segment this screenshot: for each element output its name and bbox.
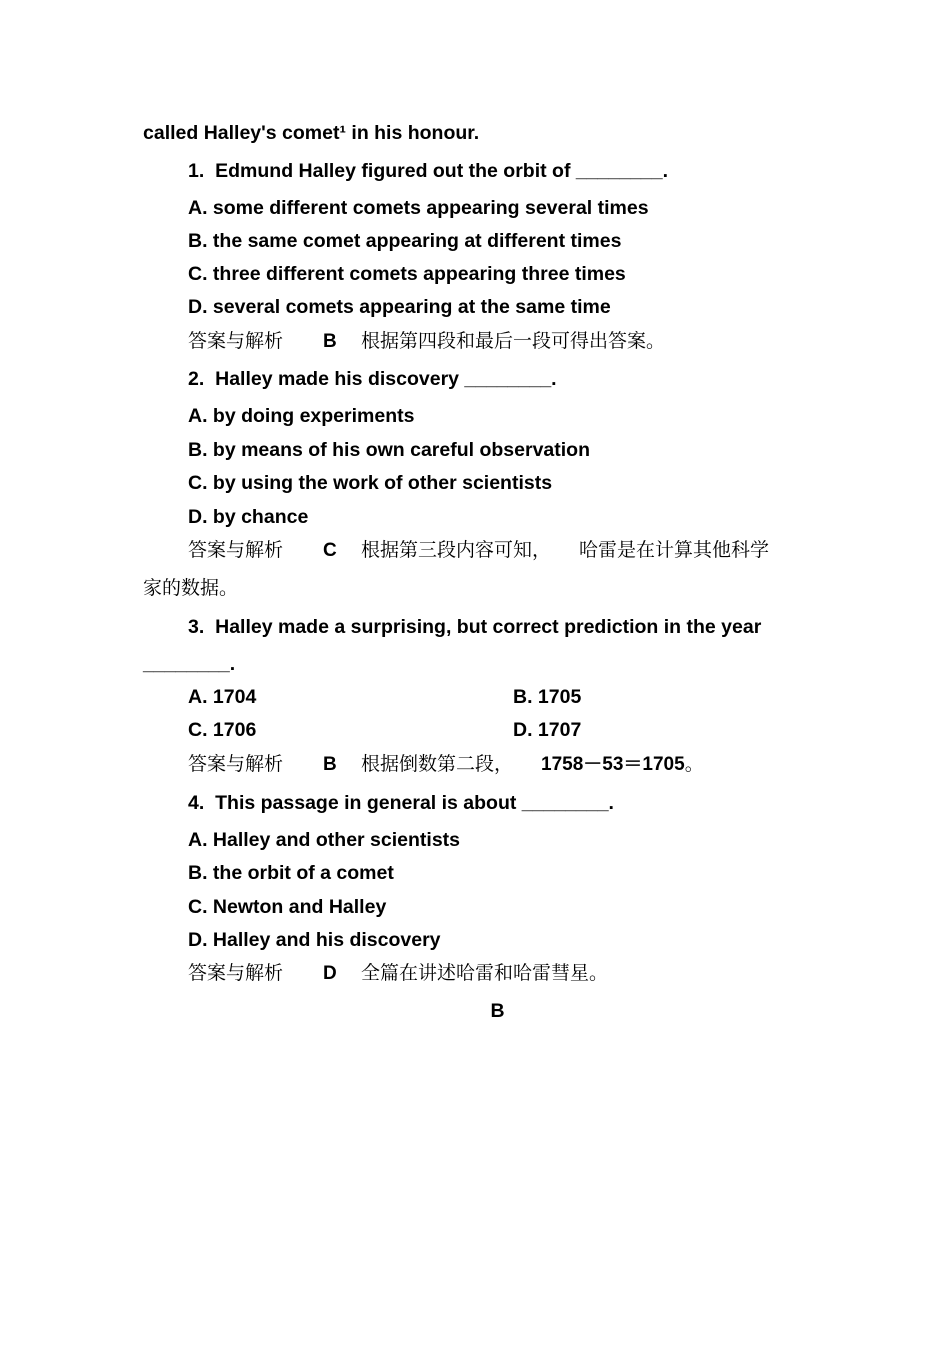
q4-option-a: A. Halley and other scientists	[188, 829, 461, 851]
q2-answer-cont: 家的数据。	[143, 577, 239, 599]
question-4-stem: 4. This passage in general is about ________.	[188, 792, 614, 814]
question-number: 2	[188, 368, 199, 390]
question-stem: This passage in general is about ________.	[215, 792, 614, 814]
answer-key: C	[323, 540, 337, 561]
q1-option-d: D. several comets appearing at the same time	[188, 296, 611, 318]
q1-option-b: B. the same comet appearing at different times	[188, 230, 622, 252]
q3-option-d: D. 1707	[513, 719, 582, 741]
q2-answer	[188, 541, 769, 560]
q4-option-c: C. Newton and Halley	[188, 896, 387, 918]
answer-tag: 答案与解析	[188, 962, 284, 984]
answer-explanation: 根据倒数第二段，	[361, 753, 514, 775]
question-stem: Edmund Halley figured out the orbit of ________.	[215, 160, 669, 182]
q1-option-c: C. three different comets appearing three times	[188, 263, 626, 285]
answer-tag: 答案与解析	[188, 539, 284, 561]
answer-key: B	[323, 331, 337, 352]
q1-answer	[188, 332, 665, 351]
question-3-stem-cont: ________.	[143, 653, 236, 675]
answer-explanation: 根据第四段和最后一段可得出答案。	[361, 330, 666, 352]
answer-end: 。	[684, 753, 704, 775]
q2-option-b: B. by means of his own careful observation	[188, 439, 591, 461]
q2-option-d: D. by chance	[188, 506, 309, 528]
q1-option-a: A. some different comets appearing several times	[188, 197, 649, 219]
q3-option-b: B. 1705	[513, 686, 582, 708]
q2-option-a: A. by doing experiments	[188, 405, 415, 427]
question-3-stem: 3. Halley made a surprising, but correct prediction in the year	[188, 616, 762, 638]
question-number: 1	[188, 160, 199, 182]
question-stem: Halley made a surprising, but correct prediction in the year	[215, 616, 762, 638]
answer-calculation: 1758－53＝1705	[541, 754, 685, 775]
answer-explanation-cont: 哈雷是在计算其他科学	[579, 539, 770, 561]
section-heading: B	[490, 1000, 505, 1022]
q4-answer	[188, 964, 608, 983]
q4-option-b: B. the orbit of a comet	[188, 862, 394, 884]
q4-option-d: D. Halley and his discovery	[188, 929, 441, 951]
answer-explanation: 全篇在讲述哈雷和哈雷彗星。	[361, 962, 609, 984]
q3-option-c: C. 1706	[188, 719, 257, 741]
intro-line: called Halley's comet¹ in his honour.	[143, 122, 480, 144]
answer-tag: 答案与解析	[188, 753, 284, 775]
question-2-stem: 2. Halley made his discovery ________.	[188, 368, 557, 390]
answer-key: B	[323, 754, 337, 775]
question-number: 3	[188, 616, 199, 638]
question-1-stem: 1. Edmund Halley figured out the orbit of ________.	[188, 160, 669, 182]
q3-option-a: A. 1704	[188, 686, 257, 708]
q2-option-c: C. by using the work of other scientists	[188, 472, 553, 494]
question-number: 4	[188, 792, 199, 814]
answer-explanation: 根据第三段内容可知，	[361, 539, 552, 561]
answer-key: D	[323, 963, 337, 984]
q3-answer	[188, 755, 704, 774]
answer-tag: 答案与解析	[188, 330, 284, 352]
question-stem: Halley made his discovery ________.	[215, 368, 557, 390]
